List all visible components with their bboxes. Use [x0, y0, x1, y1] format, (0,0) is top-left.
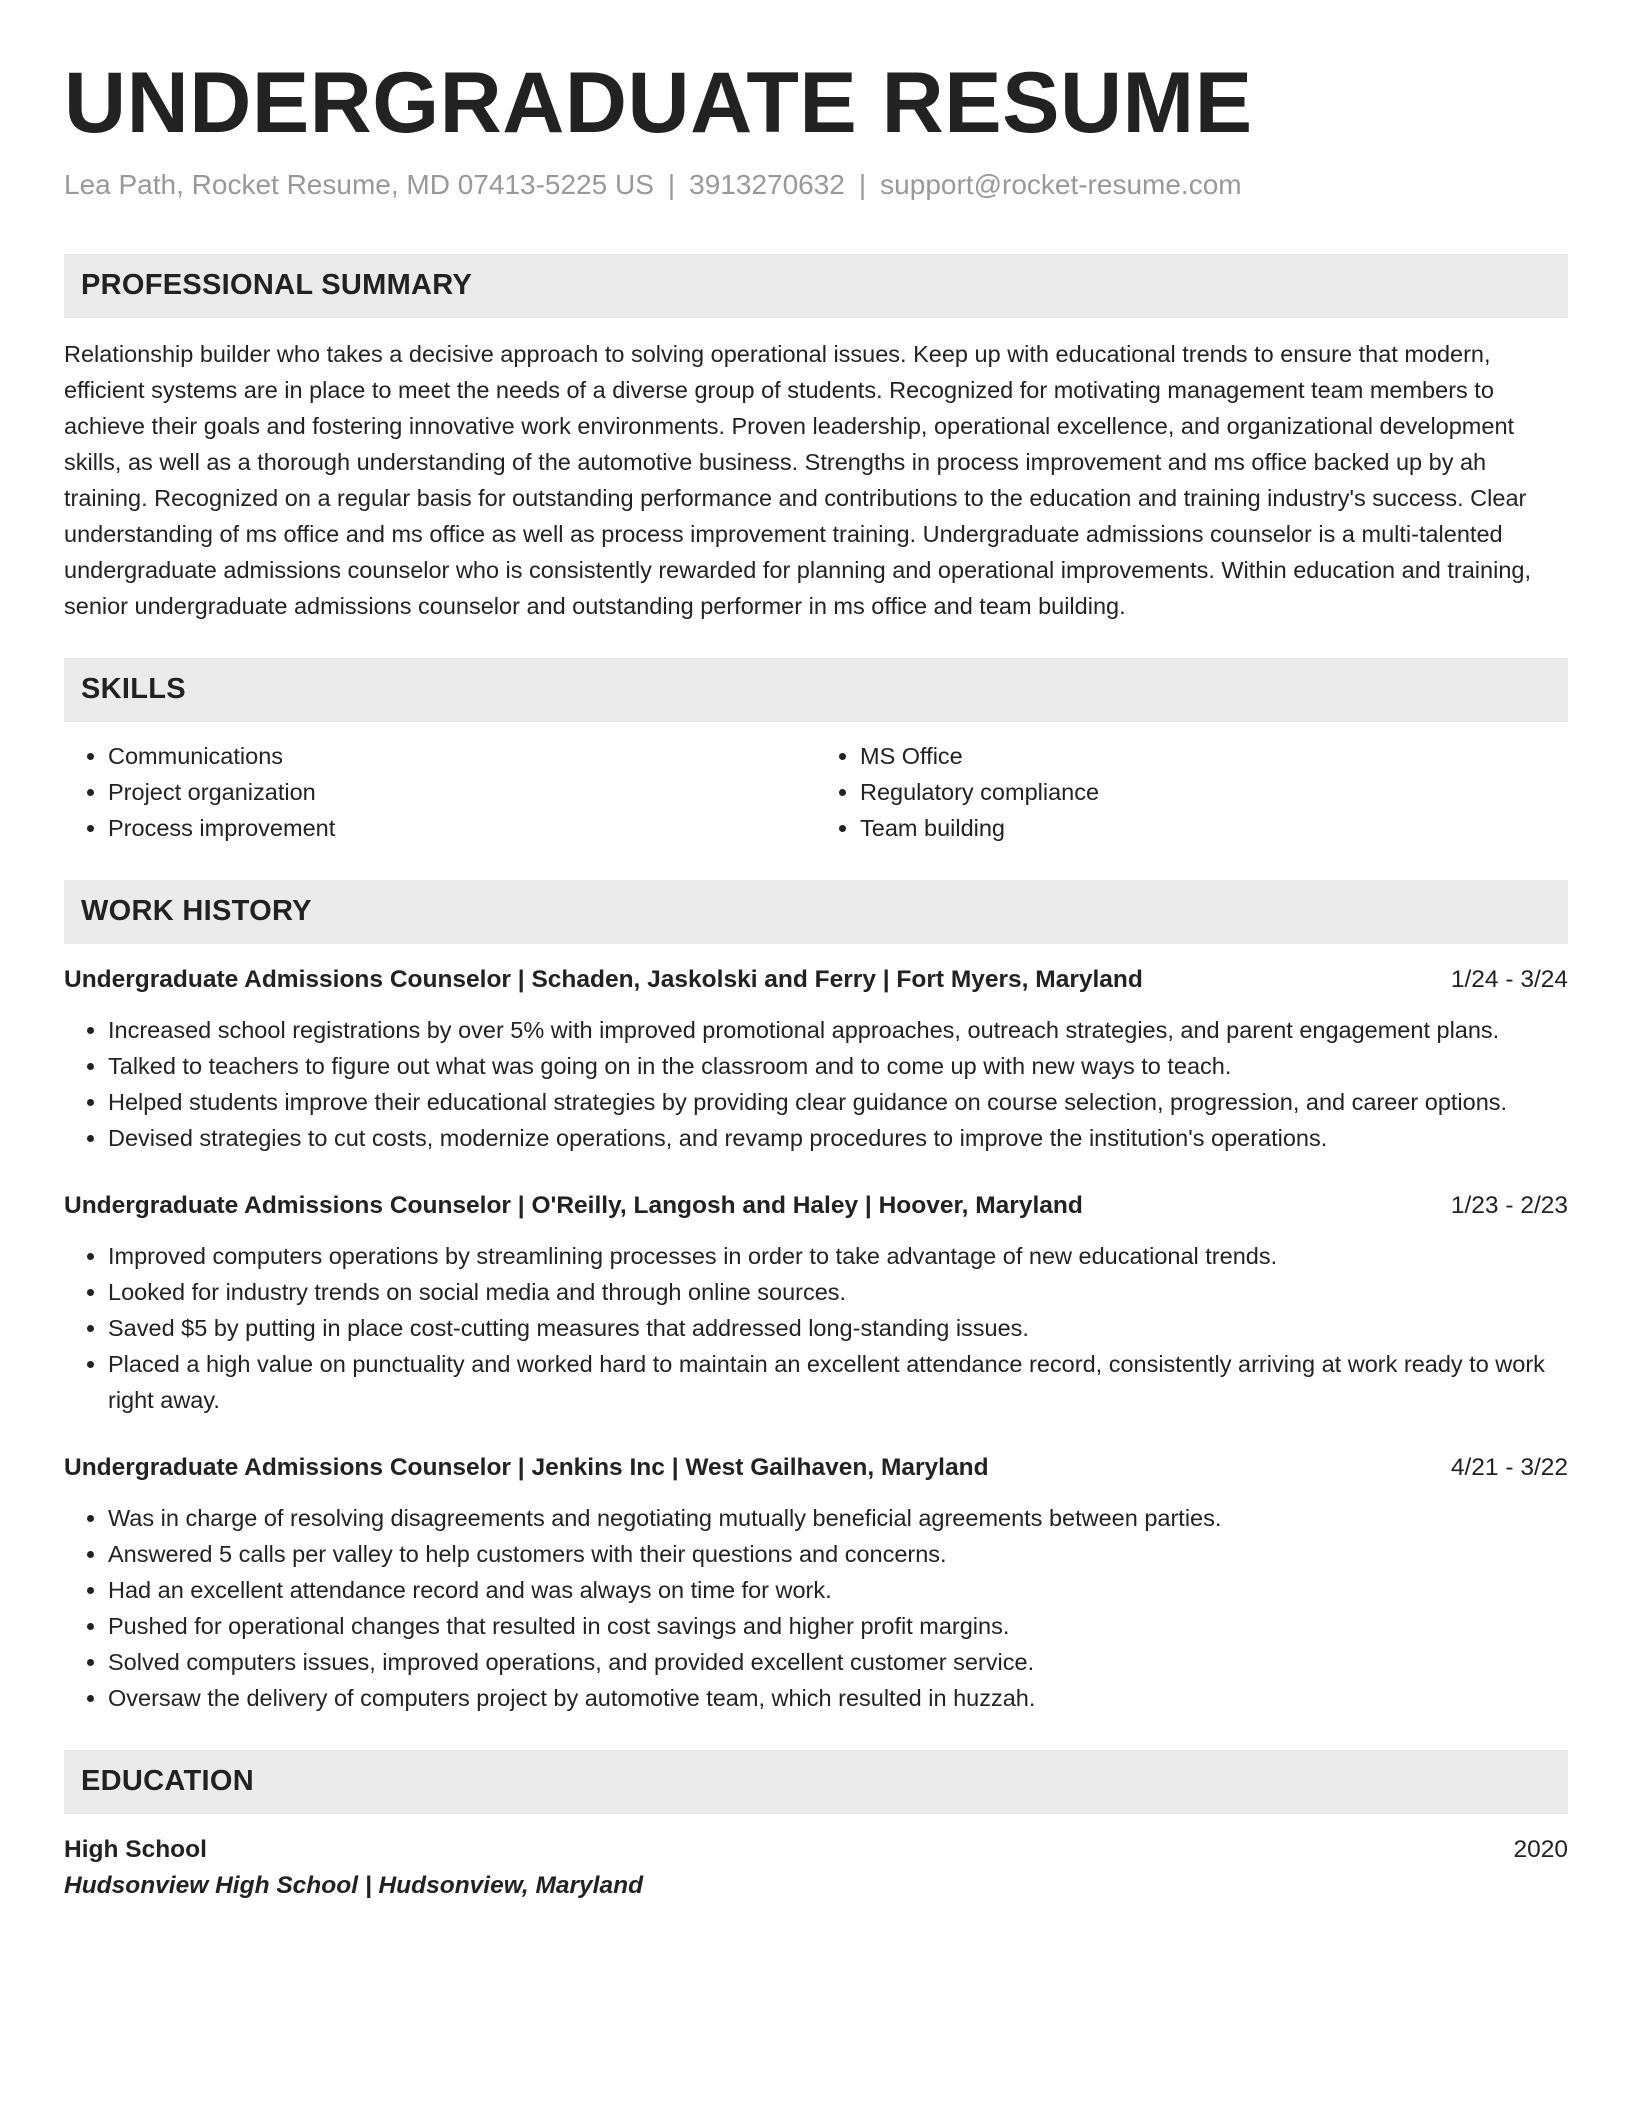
job-bullet: • Oversaw the delivery of computers project by automotive team, which resulted in huzzah.	[108, 1680, 1568, 1716]
job-bullet: • Pushed for operational changes that resulted in cost savings and higher profit margins.	[108, 1608, 1568, 1644]
job-header	[64, 1188, 1568, 1224]
contact-phone: 3913270632	[689, 169, 845, 201]
job-dates: 1/24 - 3/24	[1450, 965, 1568, 993]
contact-line	[64, 167, 1568, 203]
job-header	[64, 962, 1568, 998]
section-header-skills: SKILLS	[64, 658, 1568, 722]
job-dates: 4/21 - 3/22	[1450, 1453, 1568, 1481]
education-year: 2020	[1513, 1835, 1568, 1863]
contact-address: Lea Path, Rocket Resume, MD 07413-5225 US	[64, 169, 654, 201]
education-school: Hudsonview High School | Hudsonview, Maryland	[64, 1871, 644, 1899]
section-header-work-history: WORK HISTORY	[64, 880, 1568, 944]
job-bullets	[64, 1500, 1568, 1716]
education-header	[64, 1832, 1568, 1868]
job-title: Undergraduate Admissions Counselor | Jenkins Inc | West Gailhaven, Maryland	[64, 1453, 989, 1481]
skill-item: • Team building	[860, 810, 1568, 846]
job-title: Undergraduate Admissions Counselor | O'Reilly, Langosh and Haley | Hoover, Maryland	[64, 1191, 1083, 1219]
resume-title: UNDERGRADUATE RESUME	[64, 55, 1253, 151]
skills-column-right	[816, 738, 1568, 846]
job-bullet: • Placed a high value on punctuality and worked hard to maintain an excellent attendance record, consistently arriving at work ready to work right away.	[108, 1346, 1568, 1418]
job-bullet: • Helped students improve their educational strategies by providing clear guidance on course selection, progression, and career options.	[108, 1084, 1568, 1120]
job-title: Undergraduate Admissions Counselor | Schaden, Jaskolski and Ferry | Fort Myers, Maryland	[64, 965, 1143, 993]
skill-item: • MS Office	[860, 738, 1568, 774]
job-bullet: • Was in charge of resolving disagreements and negotiating mutually beneficial agreements between parties.	[108, 1500, 1568, 1536]
job-bullet: • Solved computers issues, improved operations, and provided excellent customer service.	[108, 1644, 1568, 1680]
job-dates: 1/23 - 2/23	[1450, 1191, 1568, 1219]
contact-separator: |	[667, 169, 676, 201]
contact-email: support@rocket-resume.com	[880, 169, 1242, 201]
job-bullet: • Talked to teachers to figure out what was going on in the classroom and to come up with new ways to teach.	[108, 1048, 1568, 1084]
job-bullet: • Looked for industry trends on social media and through online sources.	[108, 1274, 1568, 1310]
summary-text: Relationship builder who takes a decisive approach to solving operational issues. Keep up with educational trends to ensure that modern, efficient systems are in place to meet the needs of a diverse group of students. Recognized for motivating management team members to achieve their goals and fostering innovative work environments. Proven leadership, operational excellence, and organizational development skills, as well as a thorough understanding of the automotive business. Strengths in process improvement and ms office backed up by ah training. Recognized on a regular basis for outstanding performance and contributions to the education and training industry's success. Clear understanding of ms office and ms office as well as process improvement training. Undergraduate admissions counselor is a multi-talented undergraduate admissions counselor who is consistently rewarded for planning and operational improvements. Within education and training, senior undergraduate admissions counselor and outstanding performer in ms office and team building.	[64, 340, 1531, 619]
job-bullet: • Answered 5 calls per valley to help customers with their questions and concerns.	[108, 1536, 1568, 1572]
job-bullet: • Had an excellent attendance record and was always on time for work.	[108, 1572, 1568, 1608]
job-bullet: • Devised strategies to cut costs, modernize operations, and revamp procedures to improve the institution's operations.	[108, 1120, 1568, 1156]
job-entry	[64, 1450, 1568, 1716]
job-bullets	[64, 1012, 1568, 1156]
job-bullet: • Saved $5 by putting in place cost-cutting measures that addressed long-standing issues.	[108, 1310, 1568, 1346]
skill-item: • Communications	[108, 738, 816, 774]
job-entry	[64, 1188, 1568, 1418]
section-header-education: EDUCATION	[64, 1750, 1568, 1814]
section-header-summary: PROFESSIONAL SUMMARY	[64, 254, 1568, 318]
skill-item: • Project organization	[108, 774, 816, 810]
job-entry	[64, 962, 1568, 1156]
education-degree: High School	[64, 1835, 207, 1863]
contact-separator: |	[858, 169, 867, 201]
skill-item: • Regulatory compliance	[860, 774, 1568, 810]
skills-column-left	[64, 738, 816, 846]
job-bullet: • Increased school registrations by over 5% with improved promotional approaches, outreach strategies, and parent engagement plans.	[108, 1012, 1568, 1048]
skills-list	[64, 738, 1568, 846]
education-entry	[64, 1832, 1568, 1904]
skill-item: • Process improvement	[108, 810, 816, 846]
job-bullet: • Improved computers operations by streamlining processes in order to take advantage of new educational trends.	[108, 1238, 1568, 1274]
job-header	[64, 1450, 1568, 1486]
job-bullets	[64, 1238, 1568, 1418]
